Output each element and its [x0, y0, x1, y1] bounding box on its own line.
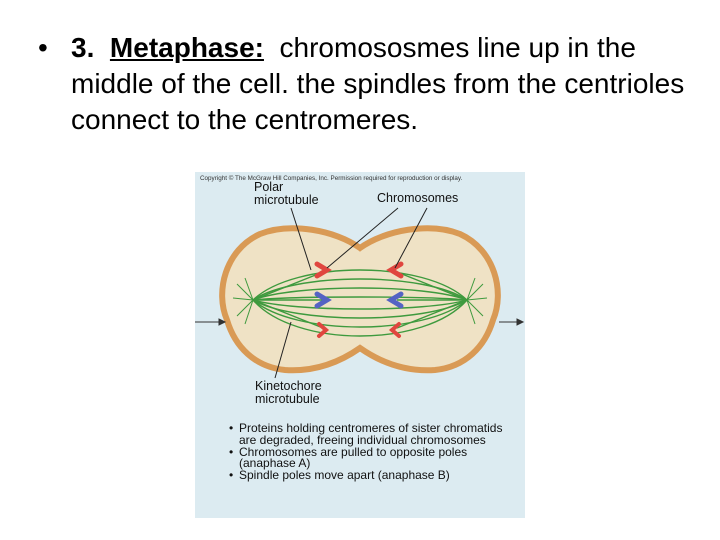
- figure-caption: [229, 423, 523, 482]
- bullet-body: [71, 30, 688, 138]
- caption-text: Spindle poles move apart (anaphase B): [239, 468, 450, 483]
- kinetochore-microtubule-label: Kinetochore microtubule: [255, 379, 322, 406]
- caption-text: Chromosomes are pulled to opposite poles (anaphase A): [239, 444, 468, 471]
- polar-microtubule-label: Polar microtubule: [254, 180, 319, 207]
- slide-bullet-text: [38, 30, 688, 138]
- caption-item: [229, 444, 523, 471]
- chromosomes-label: Chromosomes: [377, 191, 459, 205]
- metaphase-figure: [195, 172, 525, 518]
- caption-item: [229, 423, 523, 447]
- caption-bullet: •: [229, 444, 234, 459]
- phase-term: Metaphase:: [109, 32, 264, 63]
- phase-description: chromososmes line up in the middle of the cell. the spindles from the centrioles connect to the centromeres.: [71, 32, 685, 135]
- copyright-notice: Copyright © The McGraw Hill Companies, Inc. Permission required for reproduction or display.: [200, 175, 463, 182]
- bullet-marker: •: [38, 32, 48, 63]
- caption-text: Proteins holding centromeres of sister chromatids are degraded, freeing individual chromosomes: [239, 421, 503, 447]
- caption-bullet: •: [229, 421, 234, 435]
- step-number: 3.: [71, 32, 95, 63]
- caption-bullet: •: [229, 468, 234, 483]
- caption-item: [229, 470, 523, 482]
